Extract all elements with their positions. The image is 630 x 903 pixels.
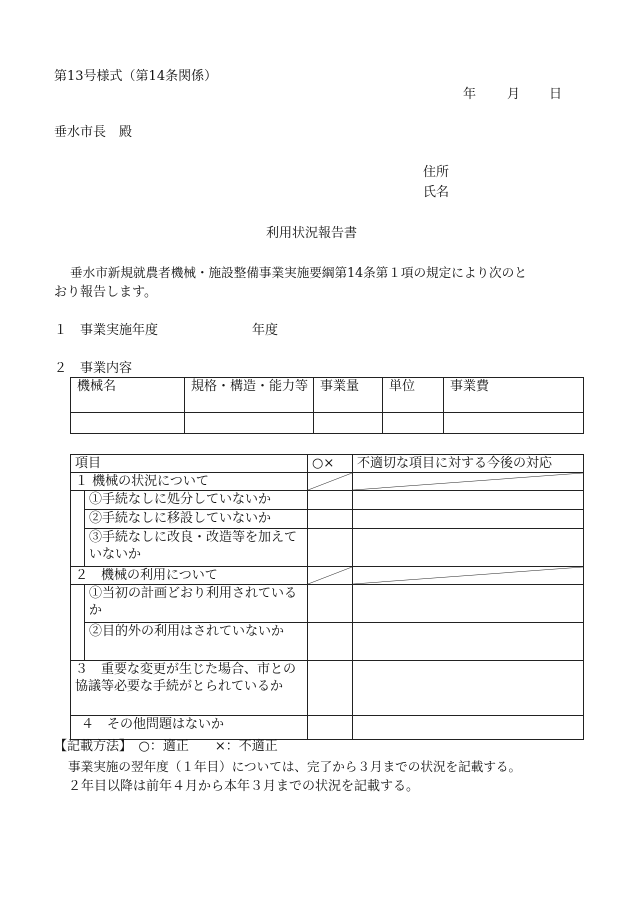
group-1-indent bbox=[71, 491, 85, 567]
check-1-1[interactable] bbox=[308, 491, 353, 510]
cell-quantity[interactable] bbox=[314, 413, 383, 434]
usage-check-table bbox=[70, 454, 584, 740]
col-quantity: 事業量 bbox=[314, 378, 383, 413]
action-1-3[interactable] bbox=[353, 529, 584, 567]
notes-line-2: ２年目以降は前年４月から本年３月までの状況を記載する。 bbox=[68, 779, 420, 794]
item-1-3: ③手続なしに改良・改造等を加えていないか bbox=[85, 529, 308, 567]
col-unit: 単位 bbox=[383, 378, 444, 413]
document-title: 利用状況報告書 bbox=[266, 226, 358, 241]
item-1-2: ②手続なしに移設していないか bbox=[85, 510, 308, 529]
item-3: ３ 重要な変更が生じた場合、市との協議等必要な手続がとられているか bbox=[71, 661, 308, 716]
section-2-label: ２ 事業内容 bbox=[54, 361, 133, 376]
check-2-2[interactable] bbox=[308, 623, 353, 661]
item-2-2: ②目的外の利用はされていないか bbox=[85, 623, 308, 661]
col-check: ○× bbox=[308, 455, 353, 473]
action-1-1[interactable] bbox=[353, 491, 584, 510]
action-1-2[interactable] bbox=[353, 510, 584, 529]
address-label: 住所 bbox=[423, 165, 450, 180]
check-1-2[interactable] bbox=[308, 510, 353, 529]
check-4[interactable] bbox=[308, 716, 353, 740]
name-label: 氏名 bbox=[423, 185, 450, 200]
section-1-suffix: 年度 bbox=[252, 323, 279, 338]
check-3[interactable] bbox=[308, 661, 353, 716]
group-1-check-slash bbox=[308, 473, 353, 491]
item-1-1: ①手続なしに処分していないか bbox=[85, 491, 308, 510]
col-machine-name: 機械名 bbox=[71, 378, 185, 413]
group-2-title: ２ 機械の利用について bbox=[71, 567, 308, 585]
notes-line-1: 事業実施の翌年度（１年目）については、完了から３月までの状況を記載する。 bbox=[68, 759, 522, 774]
action-3[interactable] bbox=[353, 661, 584, 716]
section-1-label: １ 事業実施年度 bbox=[54, 323, 159, 338]
action-4[interactable] bbox=[353, 716, 584, 740]
date-month: 月 bbox=[507, 87, 521, 102]
group-2-check-slash bbox=[308, 567, 353, 585]
intro-line-1: 垂水市新規就農者機械・施設整備事業実施要綱第14条第１項の規定により次のと bbox=[70, 265, 527, 280]
intro-line-2: おり報告します。 bbox=[54, 285, 157, 300]
notes-title: 【記載方法】 ○：適正 ×：不適正 bbox=[54, 739, 278, 754]
check-1-3[interactable] bbox=[308, 529, 353, 567]
cell-specification[interactable] bbox=[185, 413, 314, 434]
addressee: 垂水市長 殿 bbox=[54, 125, 133, 140]
form-number: 第13号様式（第14条関係） bbox=[54, 69, 218, 84]
cell-unit[interactable] bbox=[383, 413, 444, 434]
date-year: 年 bbox=[463, 87, 477, 102]
group-1-title: １ 機械の状況について bbox=[71, 473, 308, 491]
action-2-1[interactable] bbox=[353, 585, 584, 623]
item-2-1: ①当初の計画どおり利用されているか bbox=[85, 585, 308, 623]
check-2-1[interactable] bbox=[308, 585, 353, 623]
col-specification: 規格・構造・能力等 bbox=[185, 378, 314, 413]
col-cost: 事業費 bbox=[444, 378, 584, 413]
cell-machine-name[interactable] bbox=[71, 413, 185, 434]
group-2-indent bbox=[71, 585, 85, 661]
date-day: 日 bbox=[549, 87, 563, 102]
action-2-2[interactable] bbox=[353, 623, 584, 661]
group-2-action-slash bbox=[353, 567, 584, 585]
cell-cost[interactable] bbox=[444, 413, 584, 434]
col-action: 不適切な項目に対する今後の対応 bbox=[353, 455, 584, 473]
col-item: 項目 bbox=[71, 455, 308, 473]
group-1-action-slash bbox=[353, 473, 584, 491]
business-content-table bbox=[70, 377, 584, 434]
item-4: ４ その他問題はないか bbox=[71, 716, 308, 740]
